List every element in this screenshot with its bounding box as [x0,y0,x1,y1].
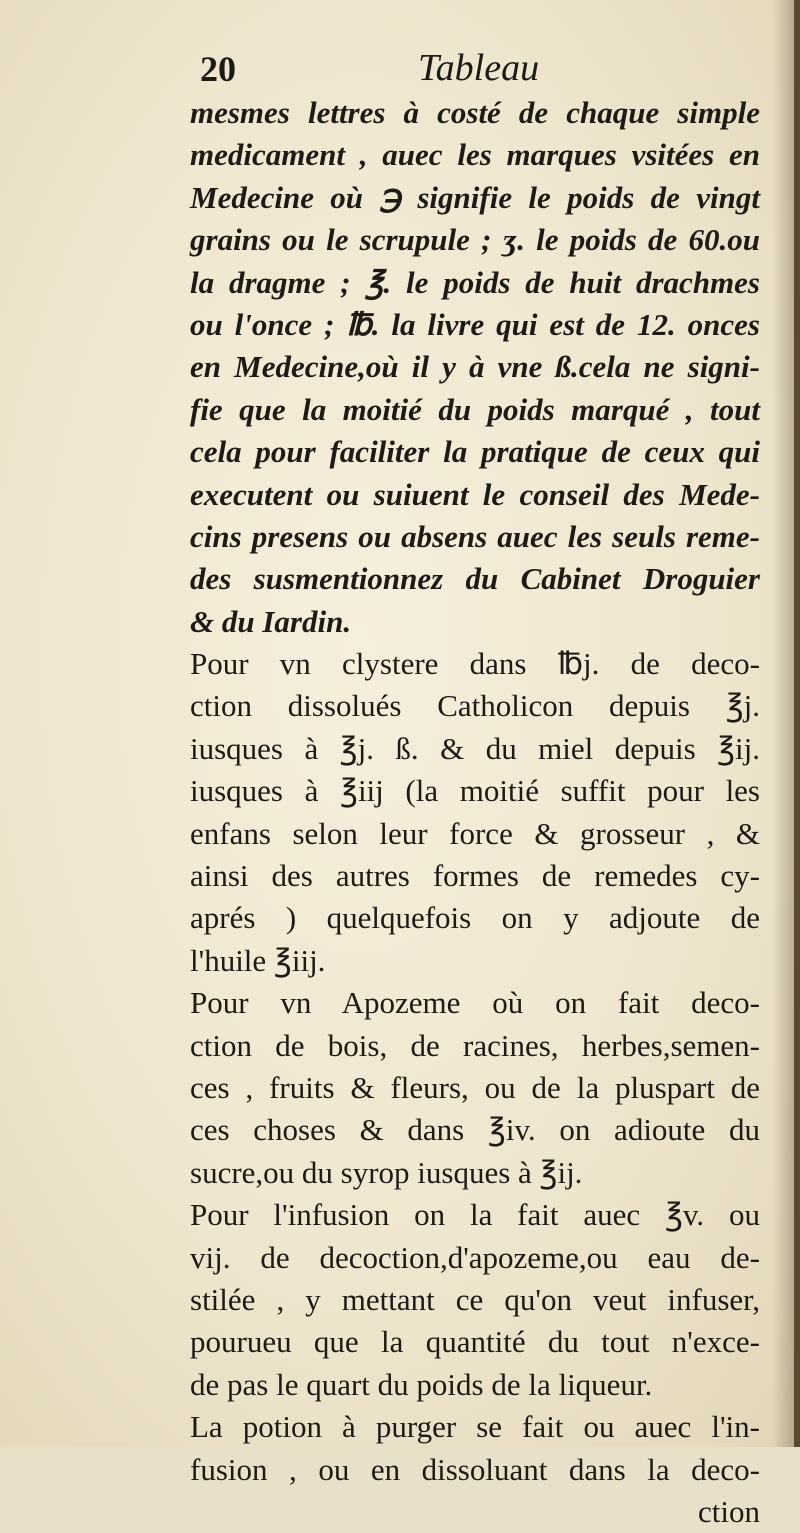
text-line: iusques à ℥iij (la moitié suffit pour les [190,773,760,809]
text-line: sucre,ou du syrop iusques à ℥ij. [190,1154,583,1190]
text-line: ces , fruits & fleurs, ou de la pluspart de [190,1069,760,1105]
page-number: 20 [200,49,236,89]
body-text [190,92,760,1533]
text-line: Pour vn Apozeme où on fait deco- [190,985,760,1021]
text-line: stilée , y mettant ce qu'on veut infuser, [190,1281,760,1317]
text-line: fie que la moitié du poids marqué , tout [190,391,760,427]
running-head: Tableau [418,47,540,89]
text-line: Pour l'infusion on la fait auec ℥v. ou [190,1197,760,1233]
text-line: vij. de decoction,d'apozeme,ou eau de- [190,1239,760,1275]
text-line: l'huile ℥iij. [190,942,326,978]
text-line: grains ou le scrupule ; ʒ. le poids de 60.ou [190,222,760,258]
page-edge [794,0,800,1447]
text-line: aprés ) quelquefois on y adjoute de [190,900,760,936]
text-line: cela pour faciliter la pratique de ceux qui [190,434,760,470]
text-line: Medecine où ℈ signifie le poids de vingt [190,179,760,215]
text-line: en Medecine,où il y à vne ß.cela ne signi- [190,349,760,385]
text-line: & du Iardin. [190,603,352,639]
page-header [200,48,760,92]
text-line: ainsi des autres formes de remedes cy- [190,858,760,894]
text-line: ces choses & dans ℥iv. on adioute du [190,1112,760,1148]
text-line: executent ou suiuent le conseil des Mede- [190,476,760,512]
text-line: cins presens ou absens auec les seuls reme- [190,518,760,554]
text-line: pourueu que la quantité du tout n'exce- [190,1324,760,1360]
text-line: la dragme ; ℥. le poids de huit drachmes [190,264,760,300]
text-line: iusques à ℥j. ß. & du miel depuis ℥ij. [190,730,760,766]
text-line: ou l'once ; ℔. la livre qui est de 12. onces [190,306,760,342]
text-line: medicament , auec les marques vsitées en [190,137,760,173]
text-line: des susmentionnez du Cabinet Droguier [190,561,760,597]
text-line: fusion , ou en dissoluant dans la deco- [190,1451,760,1487]
text-line: de pas le quart du poids de la liqueur. [190,1366,653,1402]
text-line: Pour vn clystere dans ℔j. de deco- [190,646,760,682]
text-line: enfans selon leur force & grosseur , & [190,815,760,851]
text-line: ction [698,1493,760,1529]
text-line: La potion à purger se fait ou auec l'in- [190,1409,760,1445]
text-line: ction dissolués Catholicon depuis ℥j. [190,688,760,724]
text-line: ction de bois, de racines, herbes,semen- [190,1027,760,1063]
text-line: mesmes lettres à costé de chaque simple [190,95,760,130]
